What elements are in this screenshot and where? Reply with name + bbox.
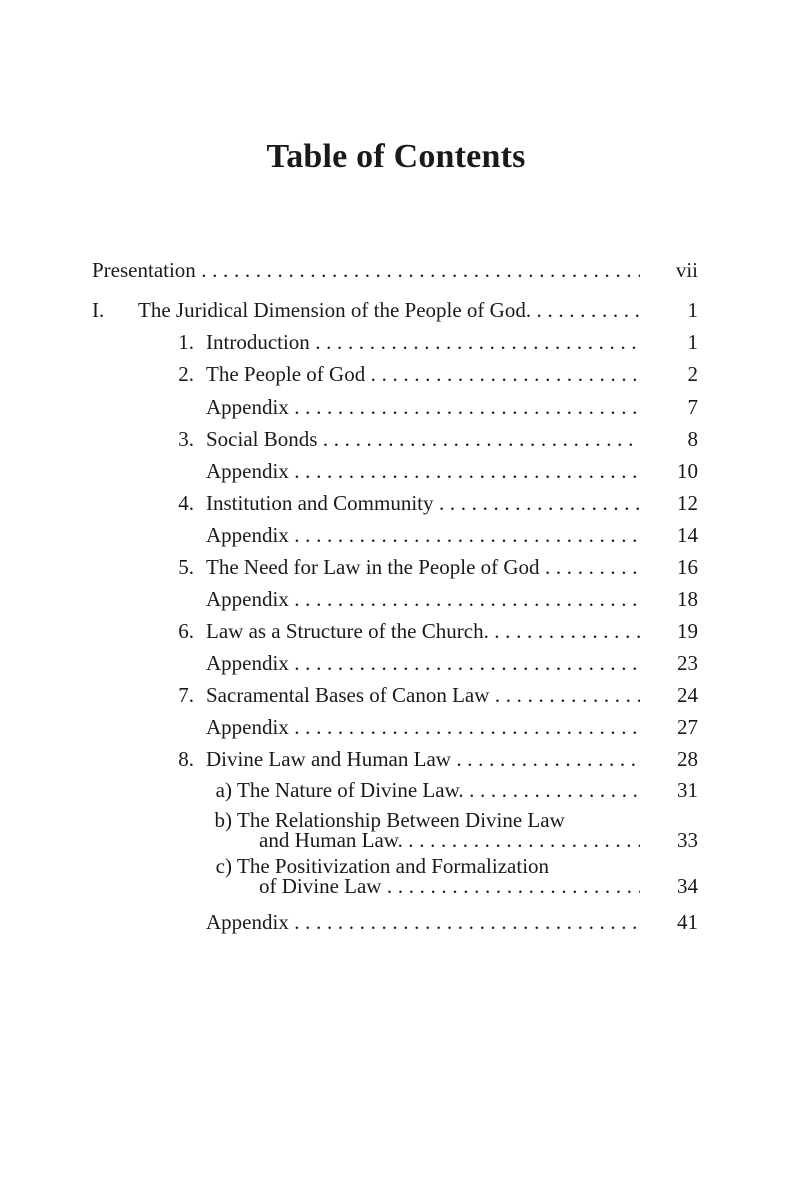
- toc-entry-number: a): [215, 778, 232, 802]
- toc-page-number: 7: [687, 395, 698, 419]
- toc-entry-number: 5.: [178, 555, 194, 579]
- toc-entry-title: The Nature of Divine Law. . . .: [237, 776, 640, 804]
- toc-entry-number: 2.: [178, 362, 194, 386]
- toc-entry: [92, 617, 698, 645]
- toc-entry-title: Social Bonds . . .: [206, 425, 640, 453]
- toc-entry-title: Sacramental Bases of Canon Law . . .: [206, 681, 640, 709]
- toc-entry: [92, 649, 698, 677]
- toc-page-number: 2: [687, 362, 698, 386]
- toc-entry-number: 4.: [178, 491, 194, 515]
- toc-entry: [92, 425, 698, 453]
- toc-entry-title: Appendix . . .: [206, 649, 640, 677]
- toc-entry: [92, 713, 698, 741]
- toc-page-number: 33: [677, 828, 698, 852]
- toc-entry: [92, 745, 698, 773]
- toc-page-number: 12: [677, 491, 698, 515]
- toc-entry-number: 8.: [178, 747, 194, 771]
- toc-entry-title: Presentation . . .: [92, 256, 640, 284]
- toc-entry-title: of Divine Law . . .: [259, 872, 640, 900]
- toc-entry-title: Appendix . . .: [206, 521, 640, 549]
- toc-page-number: 34: [677, 874, 698, 898]
- toc-entry-title: Divine Law and Human Law . . .: [206, 745, 640, 773]
- toc-page-number: 16: [677, 555, 698, 579]
- toc-entry: [92, 585, 698, 613]
- toc-entry-title: The Need for Law in the People of God . . .: [206, 553, 640, 581]
- toc-entry: [92, 872, 698, 900]
- toc-entry: [92, 776, 698, 804]
- toc-entry-title: and Human Law. . . .: [259, 826, 640, 854]
- toc-page-number: 19: [677, 619, 698, 643]
- toc-page-number: 27: [677, 715, 698, 739]
- toc-page-number: 28: [677, 747, 698, 771]
- toc-entry: [92, 826, 698, 854]
- toc-page-number: 31: [677, 778, 698, 802]
- toc-entry: [92, 457, 698, 485]
- toc-page-number: 1: [687, 330, 698, 354]
- toc-page-number: 18: [677, 587, 698, 611]
- toc-entry-title: Appendix . . .: [206, 457, 640, 485]
- toc-page-number: 10: [677, 459, 698, 483]
- toc-entry-number: b): [214, 808, 232, 832]
- toc-entry-title: The Positivization and Formalization: [237, 854, 550, 878]
- page-title: Table of Contents: [266, 138, 526, 175]
- toc-entry: [92, 908, 698, 936]
- toc-entry-title: Appendix . . .: [206, 908, 640, 936]
- toc-entry: [92, 681, 698, 709]
- toc-entry-title: Introduction . . .: [206, 328, 640, 356]
- toc-page-number: 8: [687, 427, 698, 451]
- toc-entry: [92, 393, 698, 421]
- toc-entry: [92, 360, 698, 388]
- toc-entry: [92, 256, 698, 284]
- toc-page-number: 23: [677, 651, 698, 675]
- toc-entry-number: I.: [92, 298, 105, 322]
- toc-page-number: 14: [677, 523, 698, 547]
- toc-entry-title: Law as a Structure of the Church. . . .: [206, 617, 640, 645]
- toc-entry-title: The Relationship Between Divine Law: [237, 808, 565, 832]
- toc-entry: [92, 328, 698, 356]
- toc-entry-number: 1.: [178, 330, 194, 354]
- toc-entry-number: 3.: [178, 427, 194, 451]
- toc-entry: [92, 296, 698, 324]
- toc-entry: [92, 489, 698, 517]
- toc-entry-title: The People of God . . .: [206, 360, 640, 388]
- toc-entry-title: The Juridical Dimension of the People of God. . . .: [138, 296, 640, 324]
- toc-entry-number: 6.: [178, 619, 194, 643]
- toc-entry-title: Institution and Community . . .: [206, 489, 640, 517]
- toc-page-number: vii: [675, 258, 698, 282]
- toc-entry: [92, 521, 698, 549]
- toc-page-number: 1: [687, 298, 698, 322]
- toc-entry: [92, 553, 698, 581]
- toc-entry-title: Appendix . . .: [206, 713, 640, 741]
- toc-entry-title: Appendix . . .: [206, 585, 640, 613]
- toc-entry-number: 7.: [178, 683, 194, 707]
- toc-entry-title: Appendix . . .: [206, 393, 640, 421]
- toc-page-number: 41: [677, 910, 698, 934]
- toc-entry-number: c): [215, 854, 232, 878]
- toc-page-number: 24: [677, 683, 698, 707]
